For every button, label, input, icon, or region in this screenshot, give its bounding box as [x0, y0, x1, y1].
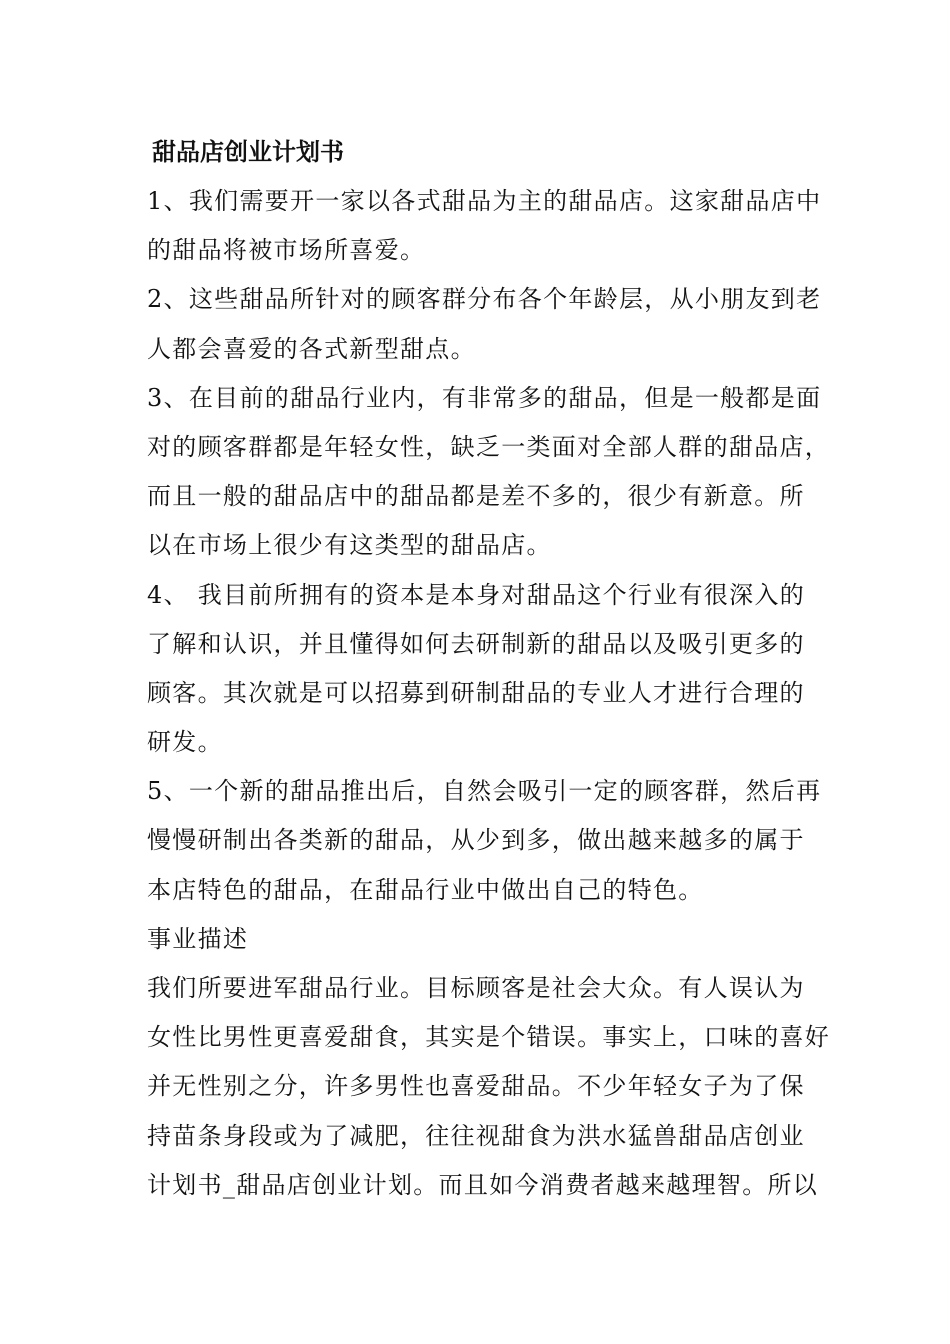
- body-line: 顾客。其次就是可以招募到研制甜品的专业人才进行合理的: [147, 678, 805, 707]
- body-line: 3、在目前的甜品行业内，有非常多的甜品，但是一般都是面: [147, 383, 822, 412]
- body-line: 对的顾客群都是年轻女性，缺乏一类面对全部人群的甜品店，: [147, 432, 831, 461]
- body-line: 4、 我目前所拥有的资本是本身对甜品这个行业有很深入的: [147, 580, 805, 609]
- body-line: 1、我们需要开一家以各式甜品为主的甜品店。这家甜品店中: [147, 187, 822, 215]
- section-heading: 事业描述: [147, 924, 249, 953]
- body-line: 本店特色的甜品，在甜品行业中做出自己的特色。: [147, 875, 704, 904]
- body-line: 研发。: [147, 728, 223, 757]
- body-line: 女性比男性更喜爱甜食，其实是个错误。事实上，口味的喜好: [147, 1023, 831, 1052]
- body-line: 并无性别之分，许多男性也喜爱甜品。不少年轻女子为了保: [147, 1072, 805, 1101]
- body-line: 以在市场上很少有这类型的甜品店。: [147, 531, 552, 560]
- document-body: [147, 177, 831, 1210]
- body-line: 的甜品将被市场所喜爱。: [147, 236, 426, 265]
- body-line: 2、这些甜品所针对的顾客群分布各个年龄层，从小朋友到老: [147, 285, 822, 314]
- body-line: 持苗条身段或为了减肥，往往视甜食为洪水猛兽甜品店创业: [147, 1121, 805, 1150]
- body-line: 人都会喜爱的各式新型甜点。: [147, 334, 476, 363]
- body-line: 计划书_甜品店创业计划。而且如今消费者越来越理智。所以: [147, 1170, 819, 1199]
- body-line: 5、一个新的甜品推出后，自然会吸引一定的顾客群，然后再: [147, 777, 822, 806]
- body-line: 慢慢研制出各类新的甜品，从少到多，做出越来越多的属于: [147, 826, 805, 855]
- body-line: 而且一般的甜品店中的甜品都是差不多的，很少有新意。所: [147, 482, 805, 511]
- body-line: 我们所要进军甜品行业。目标顾客是社会大众。有人误认为: [147, 974, 805, 1002]
- document-title: 甜品店创业计划书: [152, 138, 344, 166]
- body-line: 了解和认识，并且懂得如何去研制新的甜品以及吸引更多的: [147, 629, 805, 658]
